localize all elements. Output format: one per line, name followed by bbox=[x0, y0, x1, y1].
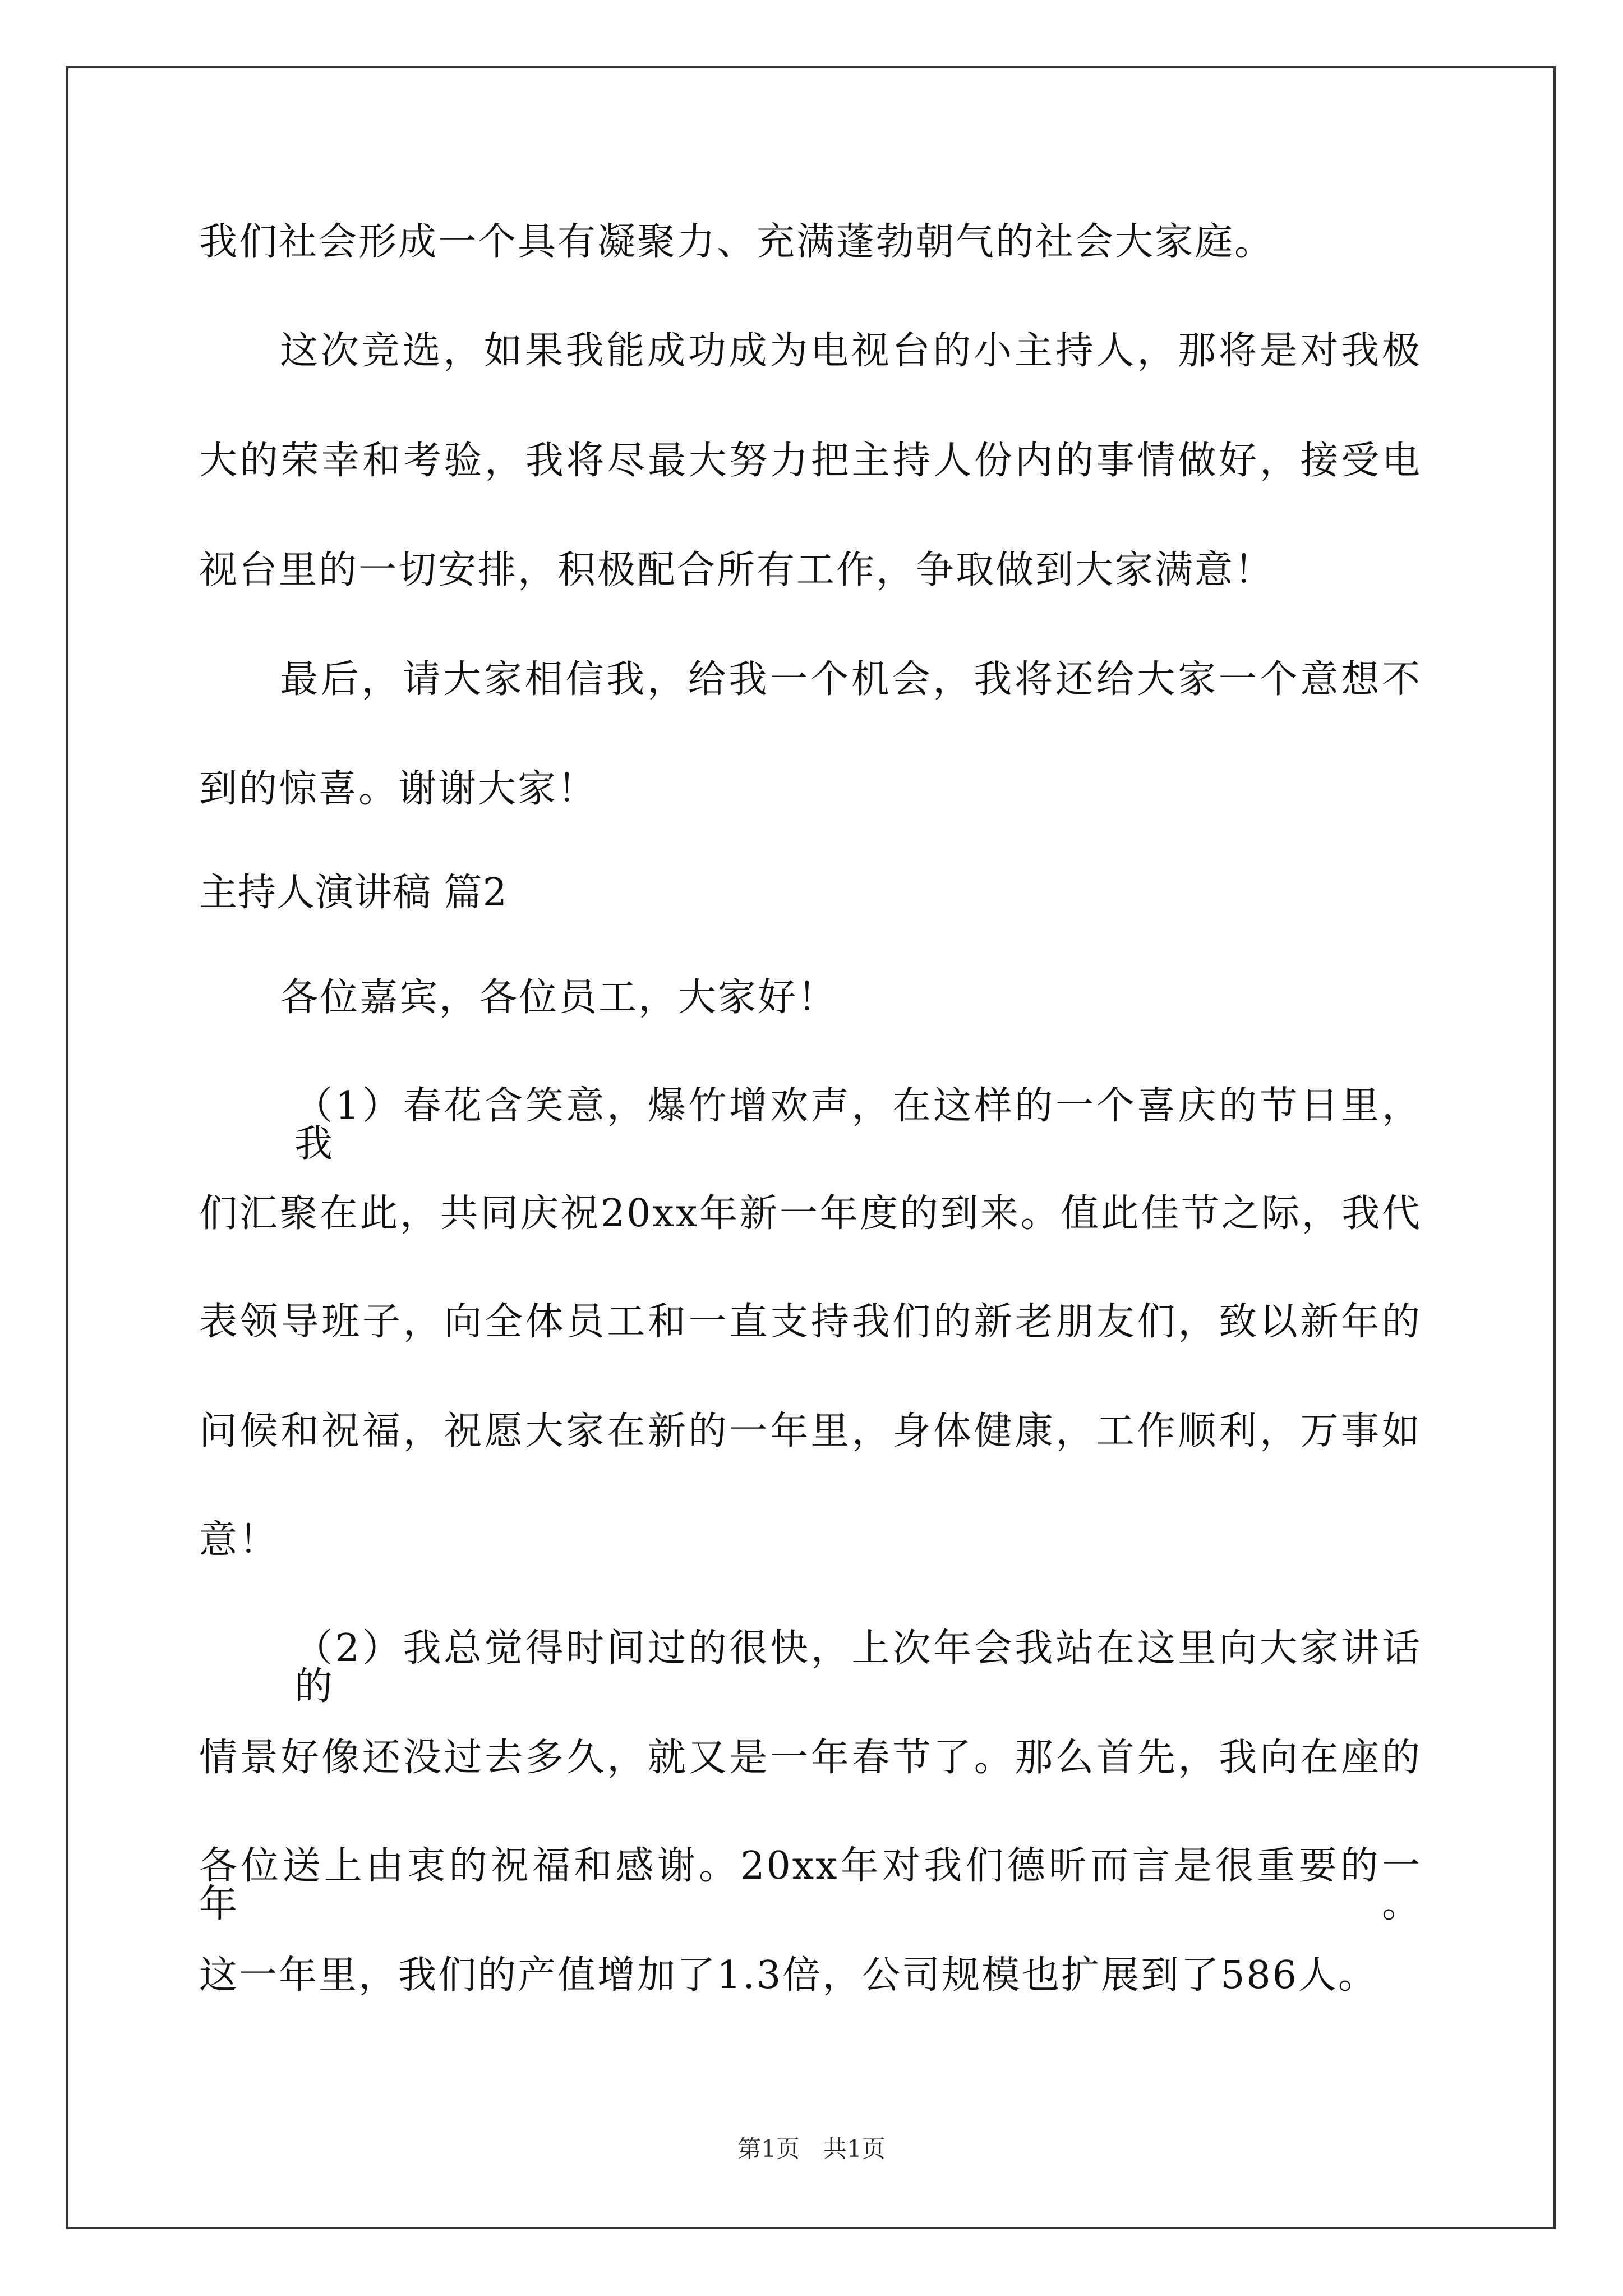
text-line: 问候和祝福，祝愿大家在新的一年里，身体健康，工作顺利，万事如 bbox=[199, 1409, 1422, 1453]
text-line: 们汇聚在此，共同庆祝20xx年新一年度的到来。值此佳节之际，我代 bbox=[199, 1191, 1422, 1236]
text-line: 视台里的一切安排，积极配合所有工作，争取做到大家满意！ bbox=[199, 548, 1275, 592]
page-footer: 第1页 共1页 bbox=[737, 2135, 886, 2162]
text-line: 表领导班子，向全体员工和一直支持我们的新老朋友们，致以新年的 bbox=[199, 1300, 1422, 1344]
text-line: 我们社会形成一个具有凝聚力、充满蓬勃朝气的社会大家庭。 bbox=[199, 220, 1275, 264]
text-line: （1）春花含笑意，爆竹增欢声，在这样的一个喜庆的节日里，我 bbox=[294, 1084, 1422, 1166]
text-line: 情景好像还没过去多久，就又是一年春节了。那么首先，我向在座的 bbox=[199, 1736, 1422, 1780]
text-line: （2）我总觉得时间过的很快，上次年会我站在这里向大家讲话的 bbox=[294, 1626, 1422, 1709]
text-line: 这一年里，我们的产值增加了1.3倍，公司规模也扩展到了586人。 bbox=[199, 1953, 1378, 1998]
greeting-line: 各位嘉宾，各位员工，大家好！ bbox=[280, 976, 838, 1020]
text-line: 意！ bbox=[199, 1518, 279, 1562]
text-line: 到的惊喜。谢谢大家！ bbox=[199, 767, 598, 811]
text-line: 各位送上由衷的祝福和感谢。20xx年对我们德昕而言是很重要的一年。 bbox=[199, 1844, 1422, 1926]
text-line: 最后，请大家相信我，给我一个机会，我将还给大家一个意想不 bbox=[280, 657, 1422, 702]
section-heading: 主持人演讲稿 篇2 bbox=[199, 871, 508, 915]
text-line: 大的荣幸和考验，我将尽最大努力把主持人份内的事情做好，接受电 bbox=[199, 439, 1422, 483]
text-line: 这次竞选，如果我能成功成为电视台的小主持人，那将是对我极 bbox=[280, 329, 1422, 373]
